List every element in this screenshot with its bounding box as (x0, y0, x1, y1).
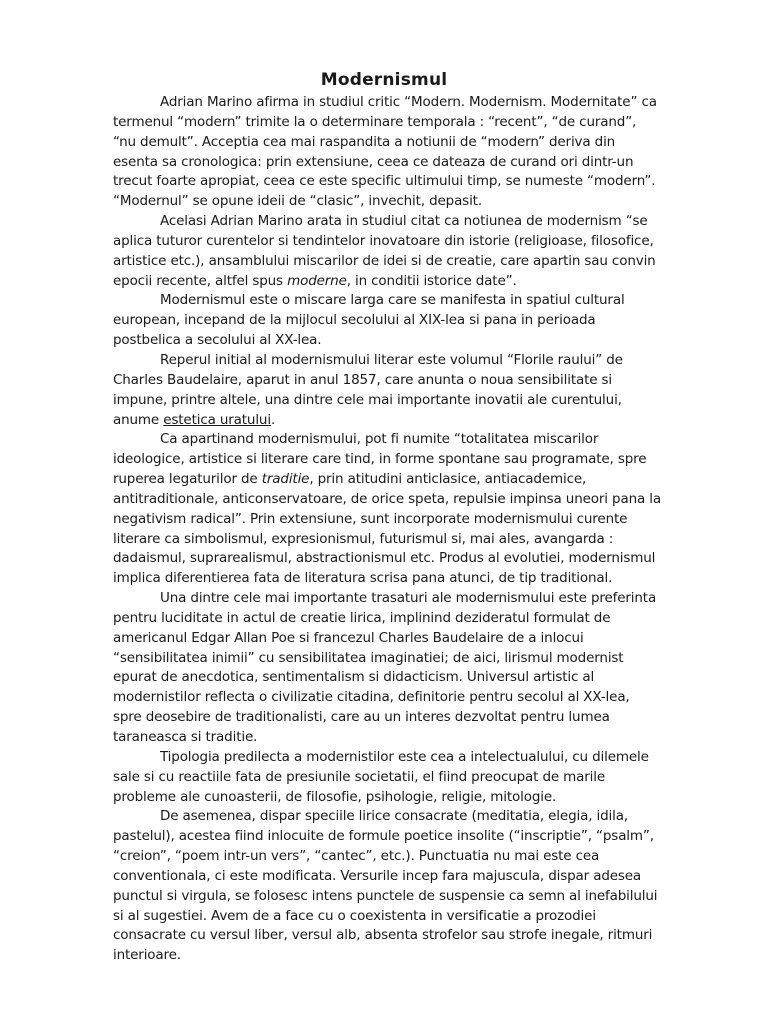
paragraph-european-movement: Modernismul este o miscare larga care se manifesta in spatiul cultural european, incepand de la mijlocul secolului al XIX-lea si pana in perioada postbelica a secolului al XX-lea. (113, 292, 625, 349)
paragraph-lyric-species: De asemenea, dispar speciile lirice consacrate (meditatia, elegia, idila, pastelul), acestea fiind inlocuite de formule poetice insolite (“inscriptie”, “psalm”, “creion”, “poem intr-un vers”, “cantec”, etc.). Punctuatia nu mai este cea conventionala, ci este modificata. Versurile incep fara majuscula, dispar adesea punctul si virgula, se folosesc intens punctele de suspensie ca semn al inefabilului si al sugestiei. Avem de a face cu o coexistenta in versificatie a prozodiei consacrate cu versul liber, versul alb, absenta strofelor sau strofe inegale, ritmuri interioare. (113, 808, 658, 964)
paragraph-baudelaire (113, 351, 661, 430)
paragraph-text: Acelasi Adrian Marino arata in studiul citat ca notiunea de modernism “se aplica tuturor curentelor si tendintelor inovatoare din istorie (religioase, filosofice, artistice etc.), ansamblului miscarilor de idei si de creatie, care apartin sau convin epocii recente, altfel spus (113, 213, 656, 289)
paragraph-typology: Tipologia predilecta a modernistilor este cea a intelectualului, cu dilemele sale si cu reactiile fata de presiunile societatii, el fiind preocupat de marile probleme ale cunoasterii, de filosofie, psihologie, religie, mitologie. (113, 748, 649, 805)
paragraph-text: Reperul initial al modernismului literar este volumul “Florile raului” de Charles Baudelaire, aparut in anul 1857, care anunta o noua sensibilitate si impune, printre altele, una dintre cele mai importante inovatii ale curentului, anume (113, 351, 623, 428)
italic-term: traditie (261, 471, 310, 488)
paragraph-movements (113, 430, 661, 589)
document-body (113, 93, 661, 966)
paragraph-text: , prin atitudini anticlasice, antiacademice, antitraditionale, anticonservatoare, de orice speta, repulsie impinsa uneori pana la negativism radical”. Prin extensiune, sunt incorporate modernismului curente literare ca simbolismul, expresionismul, futurismul si, mai ales, avangarda : dadaismul, suprarealismul, abstractionismul etc. Produs al evolutiei, modernismul implica diferentierea fata de literatura scrisa pana atunci, de tip traditional. (113, 471, 661, 587)
underlined-term: estetica uratului (163, 411, 271, 428)
paragraph-text: Ca apartinand modernismului, pot fi numite “totalitatea miscarilor ideologice, artistice si literare care tind, in forme spontane sau programate, spre ruperea legaturilor de (113, 431, 647, 488)
paragraph-notion-modernism (113, 212, 661, 291)
paragraph-text: , in conditii istorice date”. (346, 272, 517, 289)
document-title: Modernismul (320, 70, 448, 90)
paragraph-definition-modern: Adrian Marino afirma in studiul critic “Modern. Modernism. Modernitate” ca termenul “modern” trimite la o determinare temporala : “recent”, “de curand”, “nu demult”. Acceptia cea mai raspandita a notiunii de “modern” deriva din esenta sa cronologica: prin extensiune, ceea ce dateaza de curand ori dintr-un trecut foarte apropiat, ceea ce este specific ultimului timp, se numeste “modern”. “Modernul” se opune ideii de “clasic”, invechit, depasit. (113, 94, 657, 210)
italic-term: moderne (287, 272, 347, 289)
paragraph-text: . (270, 411, 276, 428)
paragraph-lucidity: Una dintre cele mai importante trasaturi ale modernismului este preferinta pentru luciditate in actul de creatie lirica, implinind dezideratul formulat de americanul Edgar Allan Poe si francezul Charles Baudelaire de a inlocui “sensibilitatea inimii” cu sensibilitatea imaginatiei; de aici, lirismul modernist epurat de anecdotica, sentimentalism si didacticism. Universul artistic al modernistilor reflecta o civilizatie citadina, definitorie pentru secolul al XX-lea, spre deosebire de traditionalisti, care au un interes dezvoltat pentru lumea taraneasca si traditie. (113, 590, 657, 745)
